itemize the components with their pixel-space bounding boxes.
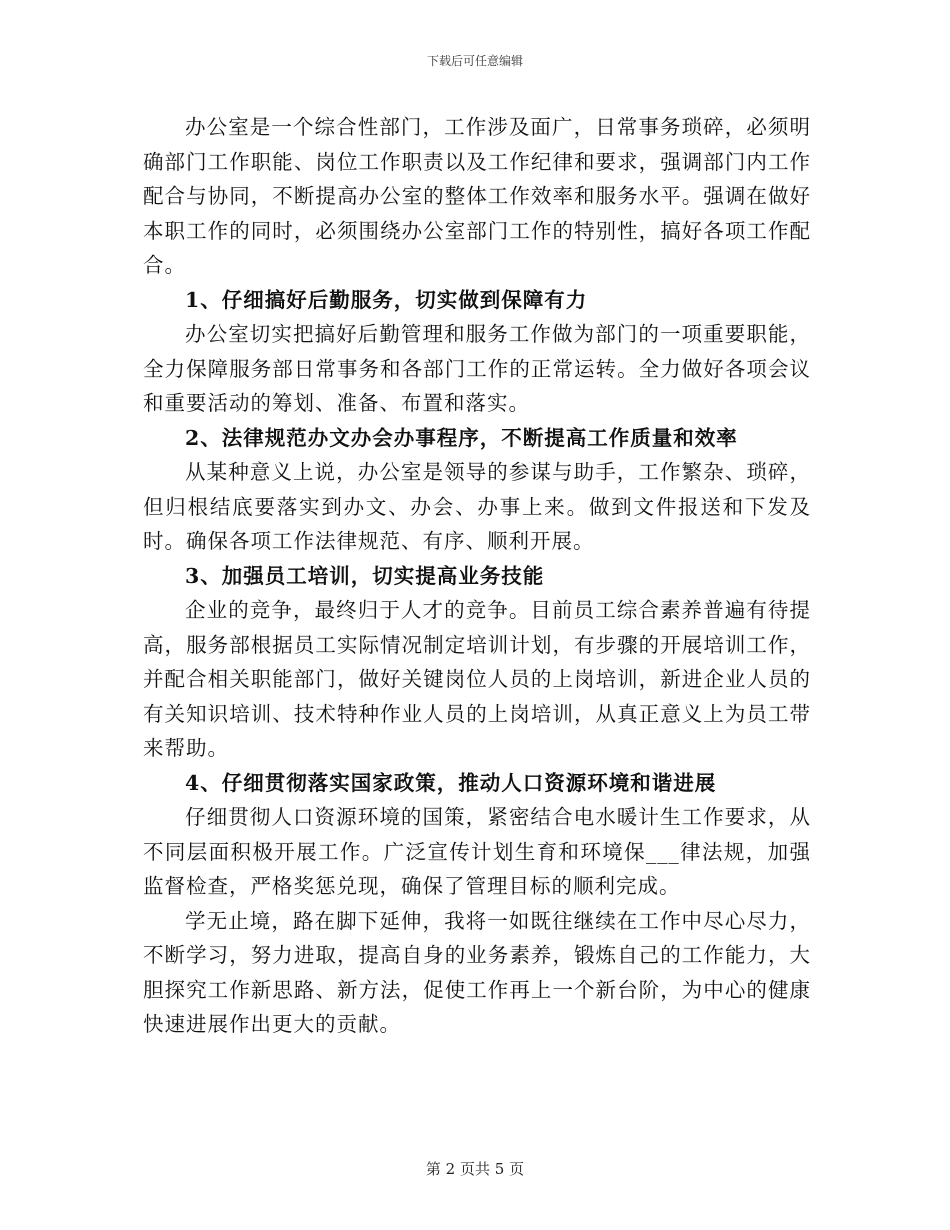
closing-paragraph: 学无止境，路在脚下延伸，我将一如既往继续在工作中尽心尽力，不断学习，努力进取，提高自身的业务素养，锻炼自己的工作能力，大胆探究工作新思路、新方法，促使工作再上一个新台阶，为中心的健康快速进展作出更大的贡献。 [143, 908, 811, 1036]
page-header: 下载后可任意编辑 [426, 54, 523, 68]
section-4-text: 仔细贯彻人口资源环境的国策，紧密结合电水暖计生工作要求，从不同层面积极开展工作。广泛宣传计划生育和环境保___律法规，加强监督检查，严格奖惩兑现，确保了管理目标的顺利完成。 [143, 805, 811, 898]
section-2-text: 从某种意义上说，办公室是领导的参谋与助手，工作繁杂、琐碎，但归根结底要落实到办文、办会、办事上来。做到文件报送和下发及时。确保各项工作法律规范、有序、顺利开展。 [143, 460, 811, 553]
section-2-heading: 2、法律规范办文办会办事程序，不断提高工作质量和效率 [185, 425, 738, 450]
section-1-text: 办公室切实把搞好后勤管理和服务工作做为部门的一项重要职能，全力保障服务部日常事务和各部门工作的正常运转。全力做好各项会议和重要活动的筹划、准备、布置和落实。 [143, 322, 811, 415]
section-3-heading: 3、加强员工培训，切实提高业务技能 [185, 563, 545, 588]
intro-paragraph: 办公室是一个综合性部门，工作涉及面广，日常事务琐碎，必须明确部门工作职能、岗位工作职责以及工作纪律和要求，强调部门内工作配合与协同，不断提高办公室的整体工作效率和服务水平。强调在做好本职工作的同时，必须围绕办公室部门工作的特别性，搞好各项工作配合。 [143, 115, 811, 277]
section-4-heading: 4、仔细贯彻落实国家政策，推动人口资源环境和谐进展 [185, 770, 717, 795]
document-body [143, 110, 811, 1042]
section-3-text: 企业的竞争，最终归于人才的竞争。目前员工综合素养普遍有待提高，服务部根据员工实际情况制定培训计划，有步骤的开展培训工作，并配合相关职能部门，做好关键岗位人员的上岗培训，新进企业人员的有关知识培训、技术特种作业人员的上岗培训，从真正意义上为员工带来帮助。 [143, 598, 811, 760]
page-number-footer: 第 2 页共 5 页 [425, 1160, 525, 1178]
section-1-heading: 1、仔细搞好后勤服务，切实做到保障有力 [185, 287, 588, 312]
